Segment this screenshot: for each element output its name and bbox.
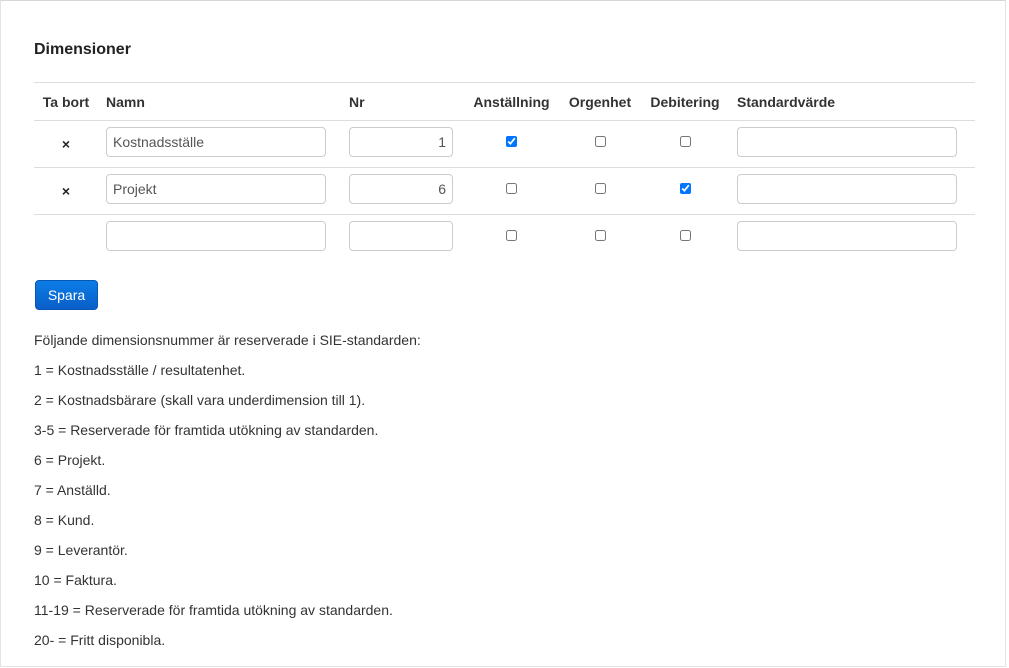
employment-checkbox[interactable] (506, 183, 517, 194)
table-row (34, 121, 975, 168)
note-item: 6 = Projekt. (34, 452, 106, 468)
reserved-dimensions-notes (34, 332, 421, 662)
name-input[interactable] (106, 127, 326, 157)
remove-row-icon[interactable]: × (61, 136, 71, 152)
billing-checkbox[interactable] (680, 230, 691, 241)
nr-input[interactable] (349, 221, 453, 251)
save-button[interactable]: Spara (35, 280, 98, 310)
col-header-employment: Anställning (464, 83, 559, 121)
page-title: Dimensioner (34, 41, 131, 58)
col-header-remove: Ta bort (34, 83, 98, 121)
billing-checkbox[interactable] (680, 136, 691, 147)
note-item: 9 = Leverantör. (34, 542, 128, 558)
dimensions-table (34, 82, 975, 261)
col-header-nr: Nr (341, 83, 464, 121)
nr-input[interactable] (349, 127, 453, 157)
org-unit-checkbox[interactable] (595, 136, 606, 147)
note-item: 8 = Kund. (34, 512, 95, 528)
note-item: 2 = Kostnadsbärare (skall vara underdimension till 1). (34, 392, 366, 408)
employment-checkbox[interactable] (506, 136, 517, 147)
remove-row-icon[interactable]: × (61, 183, 71, 199)
nr-input[interactable] (349, 174, 453, 204)
note-item: 3-5 = Reserverade för framtida utökning av standarden. (34, 422, 379, 438)
default-value-input[interactable] (737, 221, 957, 251)
note-item: 20- = Fritt disponibla. (34, 632, 166, 648)
col-header-name: Namn (98, 83, 341, 121)
note-item: 7 = Anställd. (34, 482, 111, 498)
table-row-new (34, 215, 975, 262)
billing-checkbox[interactable] (680, 183, 691, 194)
note-item: 10 = Faktura. (34, 572, 117, 588)
notes-intro: Följande dimensionsnummer är reserverade i SIE-standarden: (34, 332, 421, 348)
employment-checkbox[interactable] (506, 230, 517, 241)
table-row (34, 168, 975, 215)
col-header-default-value: Standardvärde (729, 83, 975, 121)
col-header-billing: Debitering (641, 83, 729, 121)
name-input[interactable] (106, 174, 326, 204)
default-value-input[interactable] (737, 174, 957, 204)
note-item: 1 = Kostnadsställe / resultatenhet. (34, 362, 246, 378)
default-value-input[interactable] (737, 127, 957, 157)
name-input[interactable] (106, 221, 326, 251)
org-unit-checkbox[interactable] (595, 230, 606, 241)
table-header-row (34, 83, 975, 121)
org-unit-checkbox[interactable] (595, 183, 606, 194)
note-item: 11-19 = Reserverade för framtida utökning av standarden. (34, 602, 393, 618)
col-header-org-unit: Orgenhet (559, 83, 641, 121)
